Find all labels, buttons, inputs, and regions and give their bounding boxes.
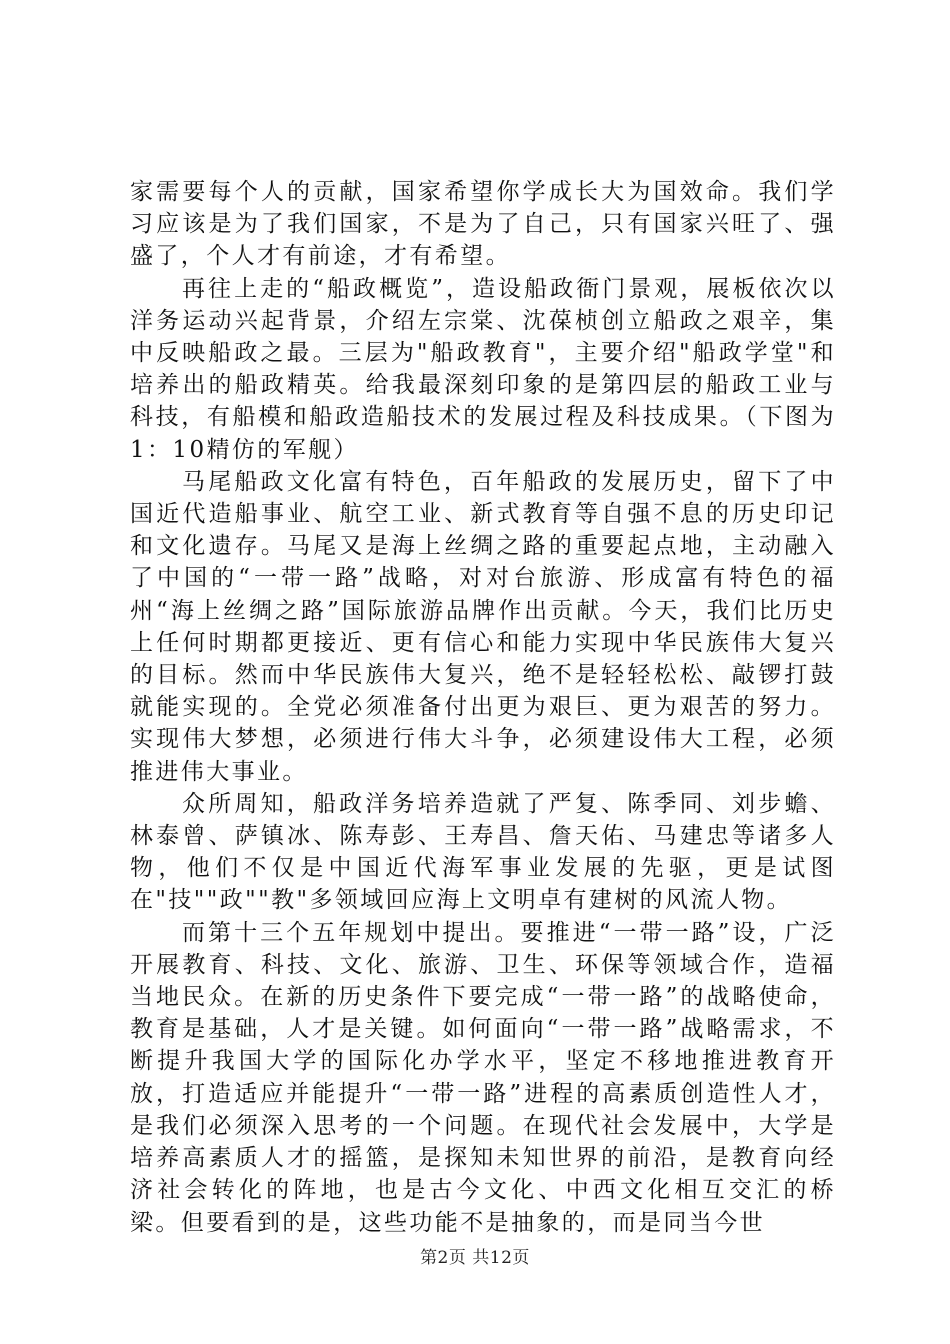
- paragraph-mawei-culture: 马尾船政文化富有特色，百年船政的发展历史，留下了中国近代造船事业、航空工业、新式教育等自强不息的历史印记和文化遗存。马尾又是海上丝绸之路的重要起点地，主动融入了中国的“一带一路”战略，对对台旅游、形成富有特色的福州“海上丝绸之路”国际旅游品牌作出贡献。今天，我们比历史上任何时期都更接近、更有信心和能力实现中华民族伟大复兴的目标。然而中华民族伟大复兴，绝不是轻轻松松、敲锣打鼓就能实现的。全党必须准备付出更为艰巨、更为艰苦的努力。实现伟大梦想，必须进行伟大斗争，必须建设伟大工程，必须推进伟大事业。: [130, 468, 836, 785]
- paragraph-belt-and-road: 而第十三个五年规划中提出。要推进“一带一路”设，广泛开展教育、科技、文化、旅游、卫生、环保等领域合作，造福当地民众。在新的历史条件下要完成“一带一路”的战略使命，教育是基础，人才是关键。如何面向“一带一路”战略需求，不断提升我国大学的国际化办学水平，坚定不移地推进教育开放，打造适应并能提升“一带一路”进程的高素质创造性人才，是我们必须深入思考的一个问题。在现代社会发展中，大学是培养高素质人才的摇篮，是探知未知世界的前沿，是教育向经济社会转化的阵地，也是古今文化、中西文化相互交汇的桥梁。但要看到的是，这些功能不是抽象的，而是同当今世: [130, 919, 836, 1236]
- paragraph-chuanzheng-overview: 再往上走的“船政概览”，造设船政衙门景观，展板依次以洋务运动兴起背景，介绍左宗棠、沈葆桢创立船政之艰辛，集中反映船政之最。三层为"船政教育"，主要介绍"船政学堂"和培养出的船政精英。给我最深刻印象的是第四层的船政工业与科技，有船模和船政造船技术的发展过程及科技成果。（下图为1：10精仿的军舰）: [130, 275, 836, 463]
- page-number-footer: 第2页 共12页: [420, 1248, 530, 1268]
- paragraph-continuation: 家需要每个人的贡献，国家希望你学成长大为国效命。我们学习应该是为了我们国家，不是为了自己，只有国家兴旺了、强盛了，个人才有前途，才有希望。: [130, 179, 836, 270]
- document-body: [130, 176, 836, 1239]
- paragraph-notable-figures: 众所周知，船政洋务培养造就了严复、陈季同、刘步蟾、林泰曾、萨镇冰、陈寿彭、王寿昌、詹天佑、马建忠等诸多人物，他们不仅是中国近代海军事业发展的先驱，更是试图在"技""政""教"多领域回应海上文明卓有建树的风流人物。: [130, 790, 836, 914]
